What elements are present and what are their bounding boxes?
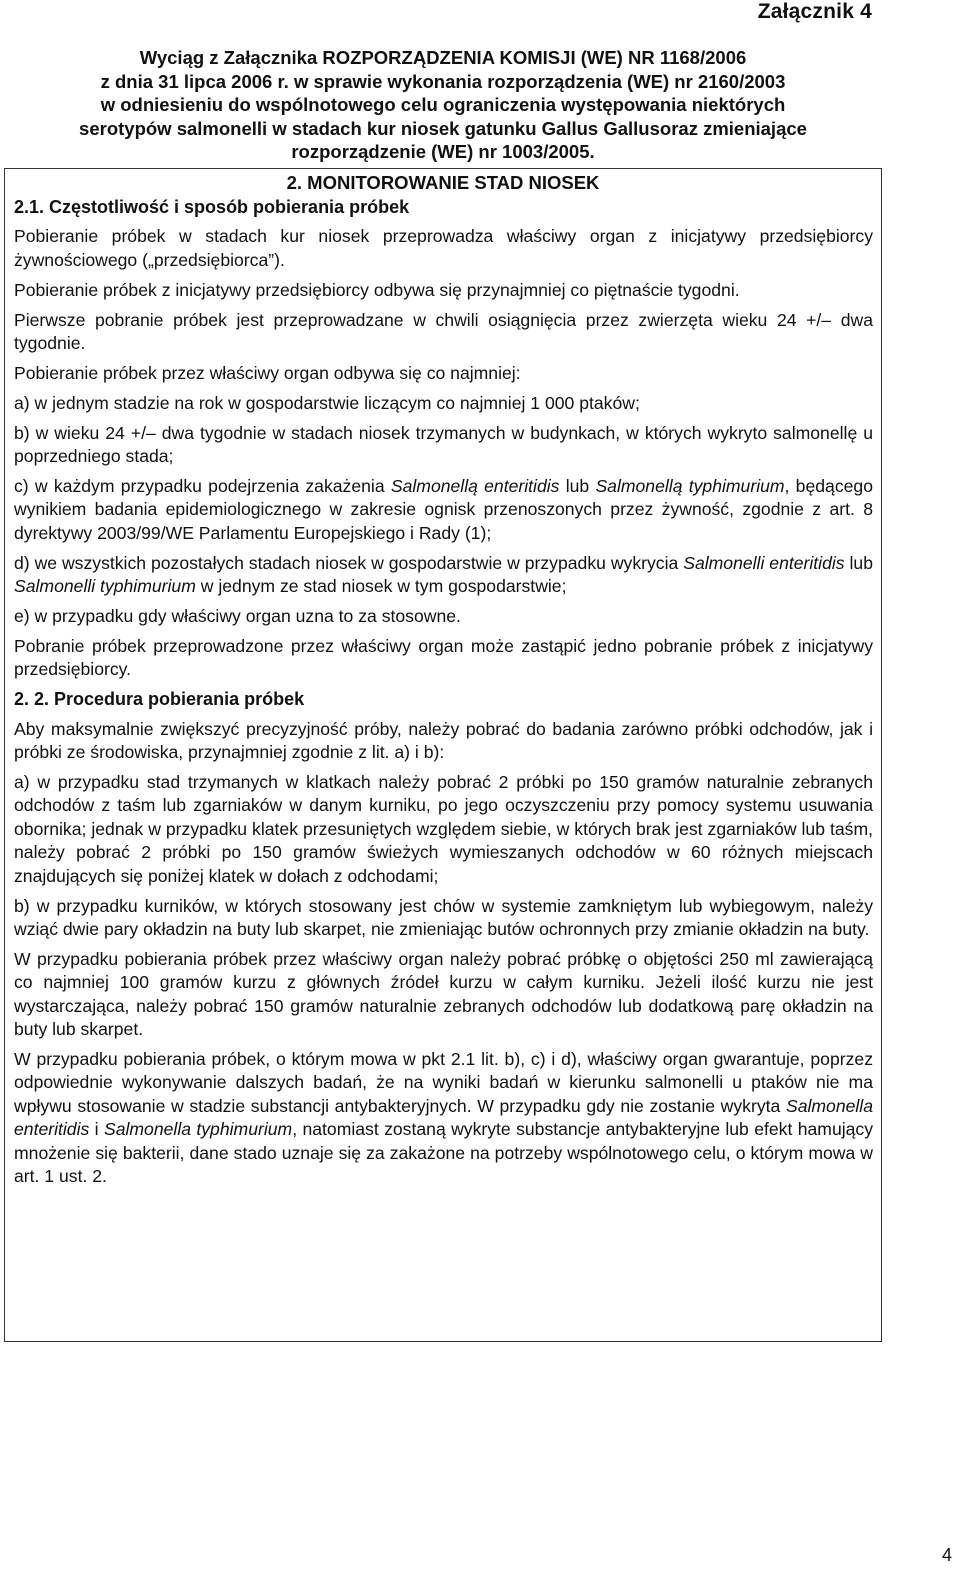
paragraph: Pierwsze pobranie próbek jest przeprowadzane w chwili osiągnięcia przez zwierzęta wieku 24 +/– dwa tygodnie. — [14, 309, 873, 354]
text-run: c) w każdym przypadku podejrzenia zakażenia — [14, 476, 391, 497]
italic-species: Salmonella enteritidis — [14, 1095, 873, 1140]
list-item: b) w przypadku kurników, w których stosowany jest chów w systemie zamkniętym lub wybiegowym, należy wziąć dwie pary okładzin na buty lub skarpet, nie zmieniając butów ochronnych przy zmianie okładzin na buty. — [14, 895, 873, 939]
header-line: w odniesieniu do wspólnotowego celu ograniczenia występowania niektórych — [100, 94, 786, 115]
text-run: lub — [559, 476, 596, 497]
italic-species: Salmonelli enteritidis — [683, 552, 845, 573]
list-item: b) w wieku 24 +/– dwa tygodnie w stadach niosek trzymanych w budynkach, w których wykryto salmonellę u poprzedniego stada; — [14, 422, 873, 467]
italic-species: Salmonellą typhimurium — [595, 476, 785, 497]
section-heading: 2.1. Częstotliwość i sposób pobierania próbek — [14, 197, 410, 217]
italic-species: Salmonelli typhimurium — [14, 576, 196, 597]
paragraph: Pobranie próbek przeprowadzone przez właściwy organ może zastąpić jedno pobranie próbek z inicjatywy przedsiębiorcy. — [14, 636, 873, 680]
header-line: z dnia 31 lipca 2006 r. w sprawie wykonania rozporządzenia (WE) nr 2160/2003 — [100, 70, 786, 92]
monitoring-box — [4, 168, 882, 1342]
paragraph: Pobieranie próbek w stadach kur niosek przeprowadza właściwy organ z inicjatywy przedsiębiorcy żywnościowego („przedsiębiorca”). — [14, 226, 873, 270]
text-run: , natomiast zostaną wykryte substancje antybakteryjne lub efekt hamujący mnożenie się bakterii, dane stado uznaje się za zakażone na potrzeby wspólnotowego celu, o którym mowa w art. 1 ust. 2. — [14, 1119, 874, 1187]
italic-species: Salmonellą enteritidis — [390, 476, 560, 497]
annex-label: Załącznik 4 — [757, 0, 872, 23]
header-line: rozporządzenie (WE) nr 1003/2005. — [291, 141, 595, 162]
text-run: i — [89, 1119, 104, 1140]
text-run: lub — [844, 552, 873, 573]
list-item: a) w przypadku stad trzymanych w klatkach należy pobrać 2 próbki po 150 gramów naturalnie zebranych odchodów z taśm lub zgarniaków w danym kurniku, po jego oczyszczeniu przy pomocy systemu usuwania obornika; jednak w przypadku klatek przesuniętych względem siebie, w których brak jest zgarniaków lub taśm, należy pobrać 2 próbki po 150 gramów świeżych wymieszanych odchodów w 60 różnych miejscach znajdujących się poniżej klatek w dołach z odchodami; — [14, 772, 873, 886]
page-number: 4 — [941, 1545, 952, 1565]
paragraph — [14, 1048, 873, 1188]
box-content — [5, 196, 881, 1188]
text-run: , będącego wynikiem badania epidemiologicznego w zakresie ognisk przenoszonych przez żywność, zgodnie z art. 8 dyrektywy 2003/99/WE Parlamentu Europejskiego i Rady (1); — [14, 476, 873, 543]
header-line: Wyciąg z Załącznika ROZPORZĄDZENIA KOMISJI (WE) NR 1168/2006 — [139, 47, 747, 68]
list-item — [14, 475, 873, 545]
paragraph: Pobieranie próbek przez właściwy organ odbywa się co najmniej: — [14, 362, 521, 383]
paragraph: W przypadku pobierania próbek przez właściwy organ należy pobrać próbkę o objętości 250 ml zawierającą co najmniej 100 gramów kurzu z głównych źródeł kurzu w całym kurniku. Jeżeli ilość kurzu nie jest wystarczająca, należy pobrać 150 gramów naturalnie zebranych odchodów lub dodatkową parę okładzin na buty lub skarpet. — [14, 948, 873, 1040]
list-item: e) w przypadku gdy właściwy organ uzna to za stosowne. — [14, 606, 461, 627]
header-line: serotypów salmonelli w stadach kur niosek gatunku Gallus Gallusoraz zmieniające — [79, 117, 807, 139]
list-item: a) w jednym stadzie na rok w gospodarstwie liczącym co najmniej 1 000 ptaków; — [14, 392, 640, 413]
box-title: 2. MONITOROWANIE STAD NIOSEK — [286, 172, 600, 193]
italic-species: Salmonella typhimurium — [103, 1119, 293, 1140]
text-run: w jednym ze stad niosek w tym gospodarstwie; — [195, 576, 567, 597]
list-item — [14, 552, 873, 599]
section-heading: 2. 2. Procedura pobierania próbek — [14, 689, 305, 710]
text-run: W przypadku pobierania próbek, o którym mowa w pkt 2.1 lit. b), c) i d), właściwy organ gwarantuje, poprzez odpowiednie wykonywanie dalszych badań, że na wyniki badań w kierunku salmonelli u ptaków nie ma wpływu stosowanie w stadzie substancji antybakteryjnych. W przypadku gdy nie zostanie wykryta — [14, 1049, 873, 1116]
document-header — [22, 46, 864, 164]
text-run: d) we wszystkich pozostałych stadach niosek w gospodarstwie w przypadku wykrycia — [14, 552, 684, 573]
paragraph: Aby maksymalnie zwiększyć precyzyjność próby, należy pobrać do badania zarówno próbki odchodów, jak i próbki ze środowiska, przynajmniej zgodnie z lit. a) i b): — [14, 718, 873, 763]
paragraph: Pobieranie próbek z inicjatywy przedsiębiorcy odbywa się przynajmniej co piętnaście tygodni. — [14, 279, 740, 300]
